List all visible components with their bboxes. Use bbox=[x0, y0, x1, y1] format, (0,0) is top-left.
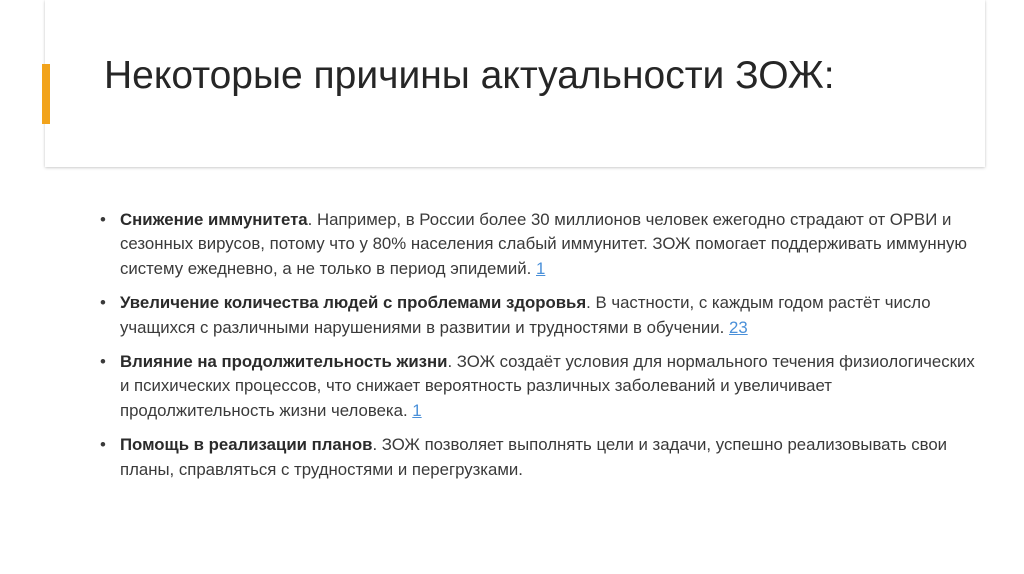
bullet-icon: • bbox=[100, 293, 106, 313]
list-item-text bbox=[120, 208, 980, 281]
bullet-icon: • bbox=[100, 435, 106, 455]
list-item-body: . ЗОЖ создаёт условия для нормального течения физиологических и психических процессов, что снижает вероятность различных заболеваний и увеличивает продолжительность жизни человека. bbox=[120, 352, 975, 420]
list-item-text bbox=[120, 291, 980, 340]
list-item-heading: Увеличение количества людей с проблемами здоровья bbox=[120, 293, 587, 313]
content-area bbox=[100, 208, 980, 492]
reference-link[interactable]: 1 bbox=[536, 258, 546, 278]
reference-link[interactable]: 1 bbox=[412, 400, 422, 420]
list-item-body: . В частности, с каждым годом растёт число учащихся с различными нарушениями в развитии и трудностями в обучении. bbox=[120, 293, 931, 337]
bullet-list bbox=[100, 208, 980, 482]
list-item-heading: Помощь в реализации планов bbox=[120, 435, 373, 455]
list-item bbox=[100, 208, 980, 281]
reference-link[interactable]: 23 bbox=[729, 317, 748, 337]
list-item bbox=[100, 433, 980, 482]
list-item-body: . ЗОЖ позволяет выполнять цели и задачи, успешно реализовывать свои планы, справляться с трудностями и перегрузками. bbox=[120, 435, 948, 479]
list-item-heading: Влияние на продолжительность жизни bbox=[120, 352, 448, 372]
accent-bar bbox=[42, 64, 50, 124]
bullet-icon: • bbox=[100, 210, 106, 229]
list-item bbox=[100, 291, 980, 340]
list-item-text bbox=[120, 433, 980, 482]
list-item-heading: Снижение иммунитета bbox=[120, 210, 308, 229]
list-item bbox=[100, 350, 980, 423]
bullet-icon: • bbox=[100, 352, 106, 372]
list-item-text bbox=[120, 350, 980, 423]
list-item-body: . Например, в России более 30 миллионов человек ежегодно страдают от ОРВИ и сезонных вирусов, потому что у 80% населения слабый иммунитет. ЗОЖ помогает поддерживать иммунную систему ежедневно, а не только в период эпидемий. bbox=[120, 210, 967, 278]
slide-title: Некоторые причины актуальности ЗОЖ: bbox=[104, 54, 835, 97]
